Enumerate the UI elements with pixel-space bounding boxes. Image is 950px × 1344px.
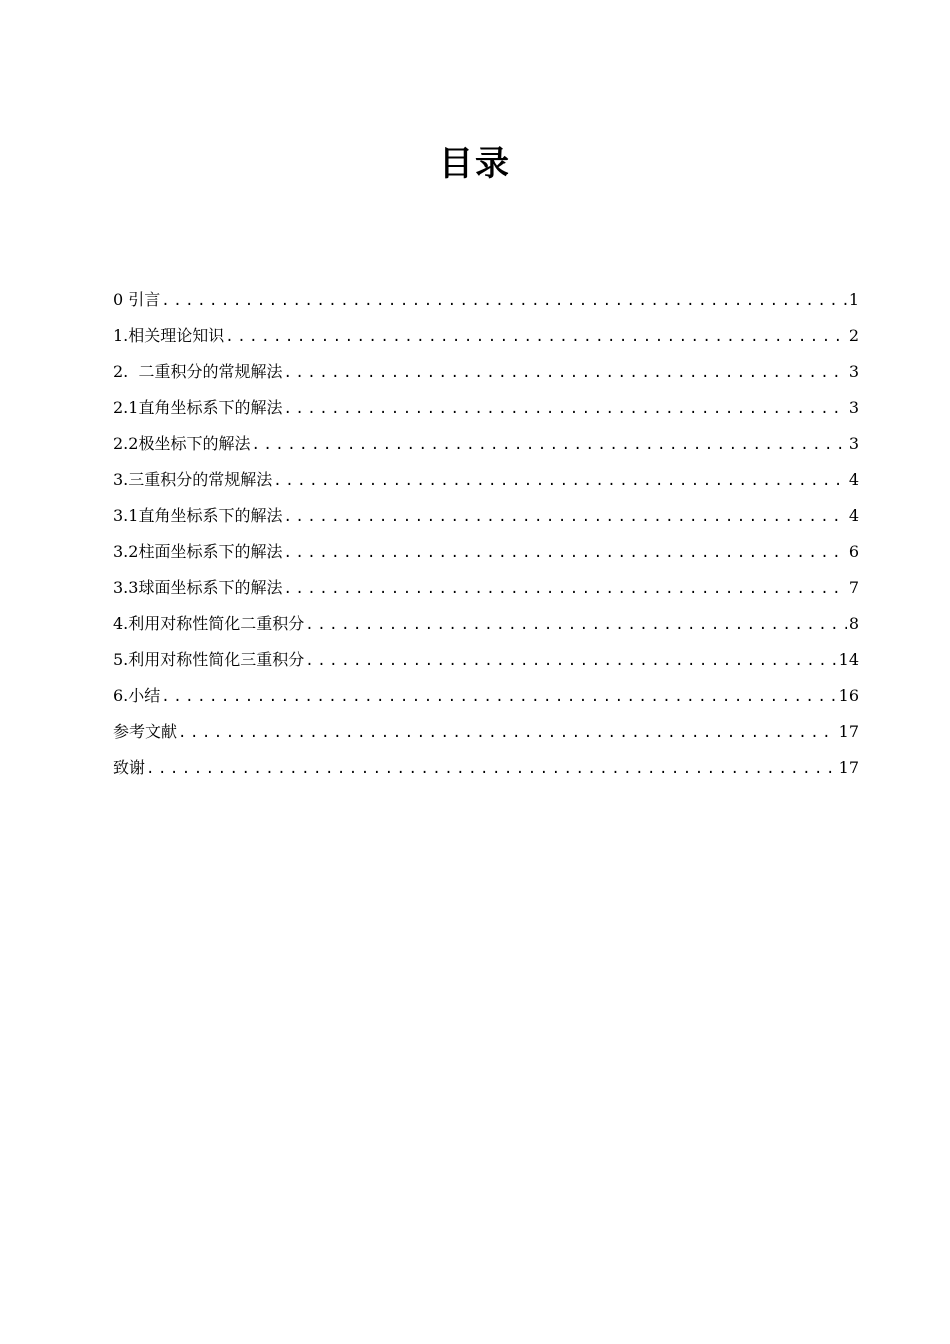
toc-dot-leader	[283, 571, 846, 607]
toc-dot-leader	[283, 355, 846, 391]
toc-entry-theory[interactable]	[113, 318, 859, 354]
toc-entry-label: 1.相关理论知识	[113, 326, 225, 345]
toc-dot-leader	[161, 283, 847, 319]
toc-entry-label: 3.2柱面坐标系下的解法	[113, 542, 283, 561]
toc-dot-leader	[305, 643, 836, 679]
toc-entry-label: 2.2极坐标下的解法	[113, 434, 251, 453]
toc-page-number: 16	[838, 686, 859, 705]
toc-entry-label: 2.1直角坐标系下的解法	[113, 398, 283, 417]
toc-entry-2-1[interactable]	[113, 390, 859, 426]
toc-dot-leader	[283, 499, 846, 535]
toc-entry-label: 3.3球面坐标系下的解法	[113, 578, 283, 597]
toc-dot-leader	[305, 607, 847, 643]
page-title: 目录	[439, 144, 511, 184]
toc-dot-leader	[273, 463, 847, 499]
toc-page-number: 2	[848, 326, 859, 345]
toc-dot-leader	[178, 715, 837, 751]
toc-dot-leader	[283, 391, 846, 427]
toc-entry-3-3[interactable]	[113, 570, 859, 606]
toc-entry-label: 6.小结	[113, 686, 161, 705]
toc-page-number: 7	[848, 578, 859, 597]
toc-dot-leader	[225, 319, 847, 355]
toc-entry-double-integral[interactable]	[113, 354, 859, 390]
toc-entry-2-2[interactable]	[113, 426, 859, 462]
toc-dot-leader	[251, 427, 846, 463]
toc-dot-leader	[161, 679, 836, 715]
toc-page-number: 4	[848, 506, 859, 525]
toc-entry-introduction[interactable]	[113, 282, 859, 318]
toc-entry-label: 2. 二重积分的常规解法	[113, 362, 283, 381]
toc-entry-references[interactable]	[113, 714, 859, 750]
toc-entry-label: 0 引言	[113, 290, 161, 309]
toc-entry-label: 致谢	[113, 758, 146, 777]
toc-page-number: 17	[838, 722, 859, 741]
toc-entry-label: 3.三重积分的常规解法	[113, 470, 273, 489]
toc-entry-3-1[interactable]	[113, 498, 859, 534]
toc-entry-triple-integral[interactable]	[113, 462, 859, 498]
toc-entry-symmetry-double[interactable]	[113, 606, 859, 642]
toc-page-number: 4	[848, 470, 859, 489]
toc-entry-summary[interactable]	[113, 678, 859, 714]
toc-page-number: 14	[838, 650, 859, 669]
toc-page-number: 3	[848, 398, 859, 417]
toc-entry-label: 5.利用对称性简化三重积分	[113, 650, 305, 669]
table-of-contents	[113, 282, 859, 786]
toc-page-number: 1	[848, 290, 859, 309]
toc-dot-leader	[283, 535, 846, 571]
toc-page-number: 8	[848, 614, 859, 633]
toc-page-number: 17	[838, 758, 859, 777]
toc-entry-3-2[interactable]	[113, 534, 859, 570]
toc-dot-leader	[146, 751, 837, 787]
toc-entry-symmetry-triple[interactable]	[113, 642, 859, 678]
toc-entry-label: 3.1直角坐标系下的解法	[113, 506, 283, 525]
toc-entry-label: 4.利用对称性简化二重积分	[113, 614, 305, 633]
toc-page-number: 3	[848, 434, 859, 453]
toc-entry-label: 参考文献	[113, 722, 178, 741]
toc-page-number: 3	[848, 362, 859, 381]
toc-page-number: 6	[848, 542, 859, 561]
toc-entry-acknowledgements[interactable]	[113, 750, 859, 786]
